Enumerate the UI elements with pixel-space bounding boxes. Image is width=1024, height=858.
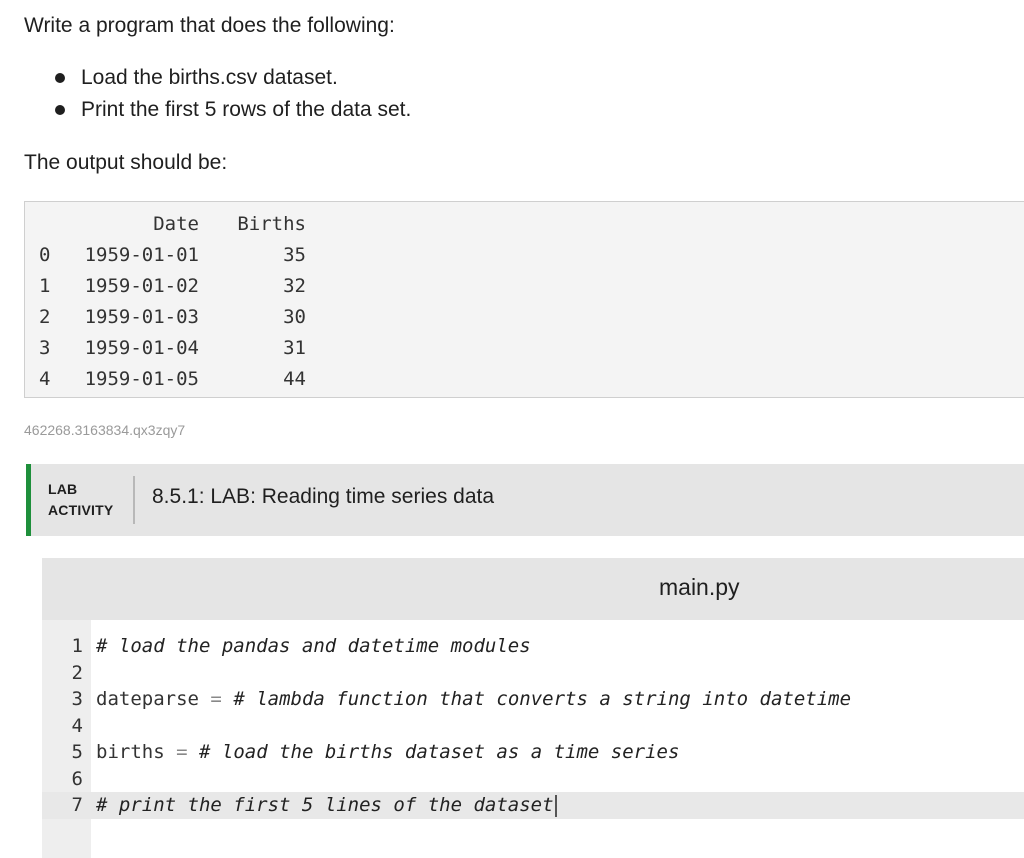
- code-line[interactable]: [42, 766, 1024, 793]
- cell-births: 35: [283, 243, 306, 266]
- lab-tag-line1: LAB: [48, 481, 78, 497]
- line-number: 2: [71, 661, 83, 684]
- lab-activity-header: [26, 464, 1024, 536]
- code-comment: # print the first 5 lines of the dataset: [96, 794, 554, 816]
- bullet-icon: [55, 73, 65, 83]
- code-comment: # load the pandas and datetime modules: [96, 635, 531, 657]
- lab-title: 8.5.1: LAB: Reading time series data: [152, 485, 495, 508]
- list-item: [55, 94, 411, 126]
- header-index: [39, 208, 67, 239]
- line-content[interactable]: [96, 686, 851, 713]
- lab-divider: [133, 476, 135, 524]
- list-item-text: Load the births.csv dataset.: [81, 66, 338, 89]
- file-name-tab[interactable]: main.py: [659, 574, 740, 600]
- cell-births: 31: [283, 336, 306, 359]
- code-comment: # lambda function that converts a string into datetime: [233, 688, 852, 710]
- header-date: Date: [153, 212, 199, 235]
- lab-tag-line2: ACTIVITY: [48, 502, 114, 518]
- header-births: Births: [237, 212, 306, 235]
- code-line[interactable]: [42, 713, 1024, 740]
- list-item: [55, 62, 411, 94]
- cell-births: 44: [283, 367, 306, 390]
- code-operator: =: [210, 688, 222, 710]
- code-operator: =: [176, 741, 188, 763]
- cell-index: 0: [39, 243, 51, 266]
- cell-index: 4: [39, 367, 51, 390]
- code-line[interactable]: [42, 739, 1024, 766]
- instructions-intro: Write a program that does the following:: [24, 14, 395, 37]
- line-number: 5: [71, 741, 83, 763]
- cell-date: 1959-01-03: [84, 305, 199, 328]
- code-identifier: dateparse: [96, 688, 199, 710]
- line-content[interactable]: [96, 792, 557, 819]
- text-cursor: [555, 795, 557, 817]
- activity-identifier: 462268.3163834.qx3zqy7: [24, 422, 186, 438]
- cell-index: 1: [39, 274, 51, 297]
- expected-output-box: [24, 201, 1024, 398]
- line-number: 6: [71, 767, 83, 790]
- code-identifier: births: [96, 741, 165, 763]
- code-line[interactable]: [42, 633, 1024, 660]
- table-row: [39, 270, 306, 301]
- code-line[interactable]: [42, 660, 1024, 687]
- cell-date: 1959-01-04: [84, 336, 199, 359]
- list-item-text: Print the first 5 rows of the data set.: [81, 98, 412, 121]
- cell-date: 1959-01-05: [84, 367, 199, 390]
- lab-activity-tag: [48, 479, 113, 521]
- line-number: 7: [71, 794, 83, 816]
- line-content[interactable]: [96, 633, 531, 660]
- code-editor[interactable]: [42, 558, 1024, 858]
- table-header-row: [39, 208, 306, 239]
- table-row: [39, 363, 306, 394]
- cell-date: 1959-01-02: [84, 274, 199, 297]
- cell-births: 32: [283, 274, 306, 297]
- line-number: 4: [71, 714, 83, 737]
- code-area[interactable]: [42, 633, 1024, 819]
- code-comment: # load the births dataset as a time series: [199, 741, 680, 763]
- line-number: 3: [71, 688, 83, 710]
- bullet-icon: [55, 105, 65, 115]
- line-number: 1: [71, 635, 83, 657]
- cell-date: 1959-01-01: [84, 243, 199, 266]
- editor-tab-bar: [42, 558, 1024, 620]
- output-lead: The output should be:: [24, 151, 228, 174]
- code-line[interactable]: [42, 686, 1024, 713]
- line-content[interactable]: [96, 739, 679, 766]
- table-row: [39, 332, 306, 363]
- table-row: [39, 239, 306, 270]
- expected-output-table: [39, 208, 306, 394]
- instructions-list: [55, 62, 411, 126]
- code-line-active[interactable]: [42, 792, 1024, 819]
- cell-index: 3: [39, 336, 51, 359]
- cell-births: 30: [283, 305, 306, 328]
- cell-index: 2: [39, 305, 51, 328]
- lab-accent-bar: [26, 464, 31, 536]
- table-row: [39, 301, 306, 332]
